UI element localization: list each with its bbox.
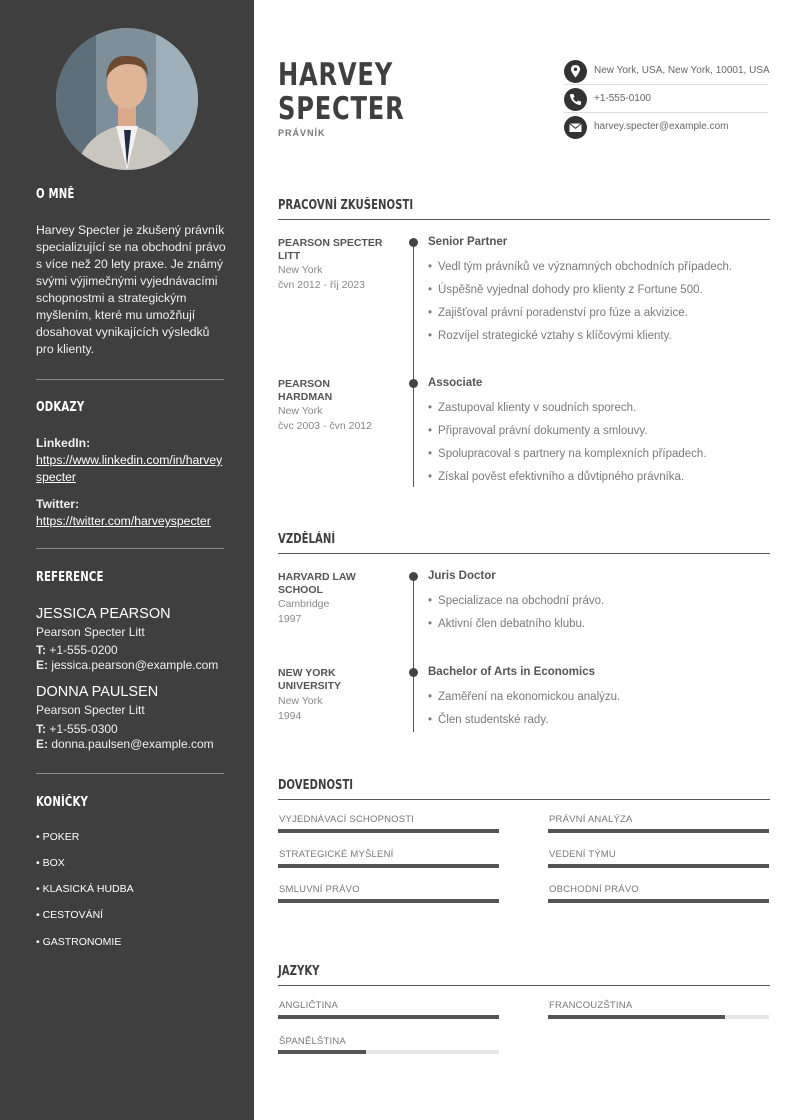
timeline-line xyxy=(413,576,414,732)
duty-item: • Úspěšně vyjednal dohody pro klienty z Fortune 500. xyxy=(428,284,703,296)
location-icon xyxy=(564,60,587,83)
languages-title: JAZYKY xyxy=(278,964,320,979)
language-bar-fill xyxy=(548,1015,725,1019)
link-label: LinkedIn: xyxy=(36,436,91,450)
position-title: Senior Partner xyxy=(428,236,508,248)
skill-bar-fill xyxy=(278,899,499,903)
skill-bar xyxy=(278,829,499,833)
skill-bar xyxy=(278,899,499,903)
reference-company: Pearson Specter Litt xyxy=(36,703,145,717)
skill-name: VEDENÍ TÝMU xyxy=(549,849,616,860)
school-location: New York xyxy=(278,695,323,707)
reference-company: Pearson Specter Litt xyxy=(36,625,145,639)
skill-bar xyxy=(548,864,769,868)
hobby-item: • KLASICKÁ HUDBA xyxy=(36,883,134,895)
section-divider xyxy=(278,985,770,986)
hobbies-title: KONÍČKY xyxy=(36,795,89,810)
reference-email xyxy=(36,658,218,672)
skill-name: PRÁVNÍ ANALÝZA xyxy=(549,814,633,825)
phone-text: +1-555-0100 xyxy=(594,93,651,104)
skill-name: OBCHODNÍ PRÁVO xyxy=(549,884,639,895)
timeline-dot xyxy=(409,668,418,677)
education-title: VZDĚLÁNÍ xyxy=(278,532,336,547)
first-name: HARVEY xyxy=(278,57,394,93)
email-label: E: xyxy=(36,737,48,751)
email-icon xyxy=(564,116,587,139)
contact-email xyxy=(564,116,768,140)
link-twitter xyxy=(36,496,226,530)
duty-item: • Získal pověst efektivního a důvtipného právníka. xyxy=(428,471,684,483)
skill-bar-fill xyxy=(548,829,769,833)
skill-bar-fill xyxy=(548,899,769,903)
twitter-link[interactable]: https://twitter.com/harveyspecter xyxy=(36,514,211,528)
duty-item: • Spolupracoval s partnery na komplexních případech. xyxy=(428,448,707,460)
about-title: O MNĚ xyxy=(36,187,75,202)
phone-label: T: xyxy=(36,722,46,736)
link-linkedin xyxy=(36,435,226,486)
link-label: Twitter: xyxy=(36,497,80,511)
duty-item: • Vedl tým právníků ve významných obchodních případech. xyxy=(428,261,732,273)
language-bar xyxy=(278,1015,499,1019)
duty-item: • Zastupoval klienty v soudních sporech. xyxy=(428,402,636,414)
timeline-dot xyxy=(409,238,418,247)
section-divider xyxy=(278,553,770,554)
email-text: harvey.specter@example.com xyxy=(594,121,729,132)
phone-value: +1-555-0200 xyxy=(49,643,118,657)
phone-label: T: xyxy=(36,643,46,657)
about-text: Harvey Specter je zkušený právník specializující se na obchodní právo s více než 20 lety praxe. Je známý svými výjimečnými vyjednávacími schopnostmi a strategickým myšlením, které mu umožňují dosahovat vynikajících výsledků pro klienty. xyxy=(36,223,226,356)
education-item: • Člen studentské rady. xyxy=(428,714,548,726)
employment-dates: čvn 2012 - říj 2023 xyxy=(278,279,365,291)
divider xyxy=(36,379,224,380)
language-name: FRANCOUZŠTINA xyxy=(549,1000,633,1011)
phone-value: +1-555-0300 xyxy=(49,722,118,736)
employer-location: New York xyxy=(278,405,323,417)
email-value: jessica.pearson@example.com xyxy=(51,658,219,672)
education-item: • Zaměření na ekonomickou analýzu. xyxy=(428,691,620,703)
last-name: SPECTER xyxy=(278,91,405,127)
sidebar xyxy=(0,0,254,1120)
skill-bar xyxy=(548,829,769,833)
address-text: New York, USA, New York, 10001, USA xyxy=(594,65,770,76)
skill-name: STRATEGICKÉ MYŠLENÍ xyxy=(279,849,394,860)
position-title: Associate xyxy=(428,377,483,389)
study-dates: 1994 xyxy=(278,710,302,722)
divider xyxy=(36,773,224,774)
section-divider xyxy=(278,219,770,220)
language-bar-fill xyxy=(278,1050,366,1054)
contact-address xyxy=(564,60,768,85)
skill-bar-fill xyxy=(548,864,769,868)
degree-title: Bachelor of Arts in Economics xyxy=(428,666,595,678)
study-dates: 1997 xyxy=(278,613,302,625)
email-value: donna.paulsen@example.com xyxy=(51,737,214,751)
reference-name: JESSICA PEARSON xyxy=(36,606,171,622)
skill-name: VYJEDNÁVACÍ SCHOPNOSTI xyxy=(279,814,415,825)
timeline-line xyxy=(413,242,414,487)
employment-dates: čvc 2003 - čvn 2012 xyxy=(278,420,372,432)
links-title: ODKAZY xyxy=(36,400,85,415)
phone-icon xyxy=(564,88,587,111)
employer-name: PEARSON HARDMAN xyxy=(278,378,333,403)
experience-title: PRACOVNÍ ZKUŠENOSTI xyxy=(278,198,414,213)
duty-item: • Připravoval právní dokumenty a smlouvy. xyxy=(428,425,647,437)
timeline-dot xyxy=(409,572,418,581)
reference-phone xyxy=(36,643,118,657)
language-bar-fill xyxy=(278,1015,499,1019)
employer-name: PEARSON SPECTER LITT xyxy=(278,237,383,262)
email-label: E: xyxy=(36,658,48,672)
education-item: • Aktivní člen debatního klubu. xyxy=(428,618,585,630)
skill-name: SMLUVNÍ PRÁVO xyxy=(279,884,360,895)
duty-item: • Zajišťoval právní poradenství pro fúze a akvizice. xyxy=(428,307,688,319)
profile-photo xyxy=(56,28,198,170)
language-name: ANGLIČTINA xyxy=(279,1000,339,1011)
school-location: Cambridge xyxy=(278,598,330,610)
language-bar xyxy=(548,1015,769,1019)
reference-phone xyxy=(36,722,118,736)
skill-bar-fill xyxy=(278,829,499,833)
skill-bar-fill xyxy=(278,864,499,868)
linkedin-link[interactable]: https://www.linkedin.com/in/harveyspecter xyxy=(36,453,223,484)
hobby-item: • BOX xyxy=(36,857,65,869)
section-divider xyxy=(278,799,770,800)
language-bar xyxy=(278,1050,499,1054)
duty-item: • Rozvíjel strategické vztahy s klíčovými klienty. xyxy=(428,330,672,342)
reference-name: DONNA PAULSEN xyxy=(36,684,159,700)
skill-bar xyxy=(548,899,769,903)
job-role: PRÁVNÍK xyxy=(278,128,326,138)
reference-email xyxy=(36,737,214,751)
timeline-dot xyxy=(409,379,418,388)
divider xyxy=(36,548,224,549)
degree-title: Juris Doctor xyxy=(428,570,496,582)
hobby-item: • CESTOVÁNÍ xyxy=(36,909,104,921)
school-name: HARVARD LAW SCHOOL xyxy=(278,571,356,596)
contact-phone xyxy=(564,88,768,113)
language-name: ŠPANĚLŠTINA xyxy=(279,1036,346,1047)
school-name: NEW YORK UNIVERSITY xyxy=(278,667,342,692)
skills-title: DOVEDNOSTI xyxy=(278,778,354,793)
hobby-item: • GASTRONOMIE xyxy=(36,936,122,948)
skill-bar xyxy=(278,864,499,868)
references-title: REFERENCE xyxy=(36,570,104,585)
hobby-item: • POKER xyxy=(36,831,80,843)
education-item: • Specializace na obchodní právo. xyxy=(428,595,604,607)
employer-location: New York xyxy=(278,264,323,276)
